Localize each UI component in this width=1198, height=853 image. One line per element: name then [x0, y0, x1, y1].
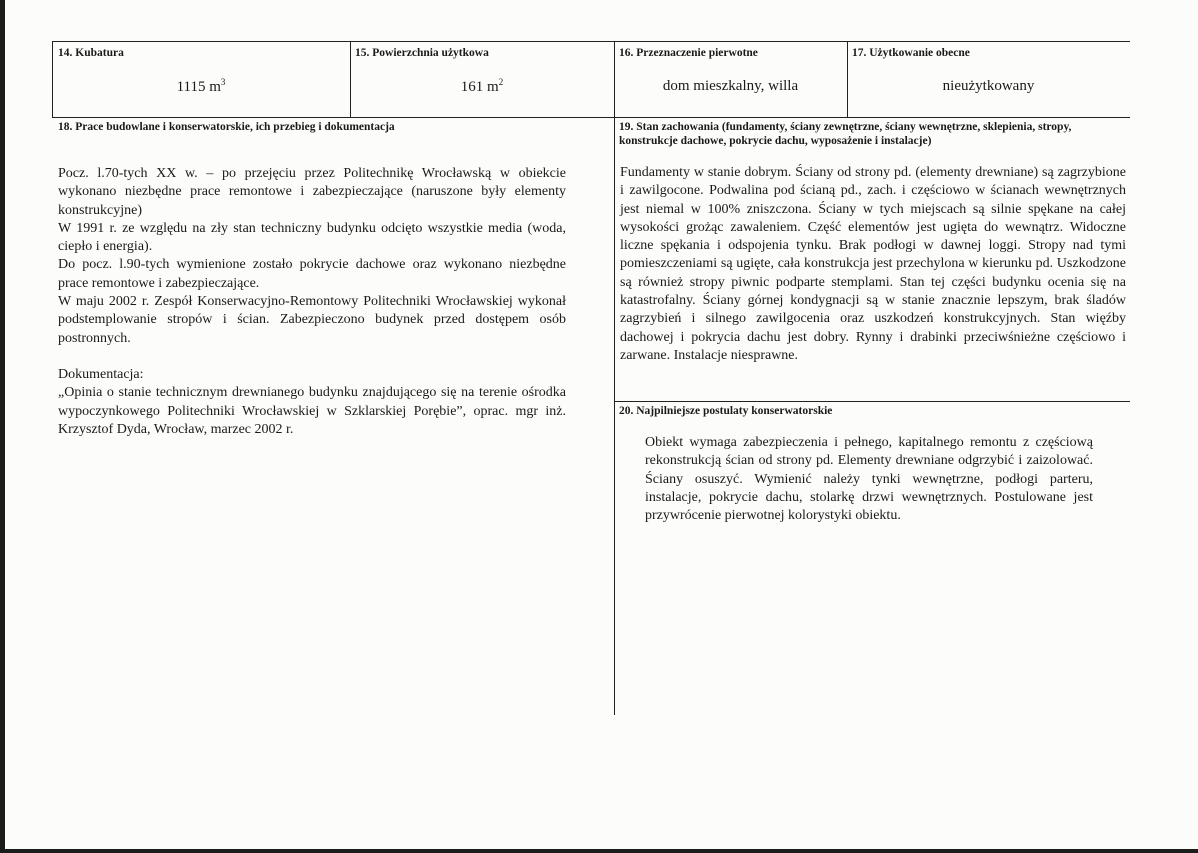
stan-label: 19. Stan zachowania (fundamenty, ściany zewnętrzne, ściany wewnętrzne, sklepienia, stropy, konstrukcje dachowe, pokrycie dachu, wyposażenie i instalacje) — [619, 121, 1072, 147]
scan-edge-bottom — [0, 849, 1198, 853]
prace-paragraph: Do pocz. l.90-tych wymienione zostało pokrycie dachowe oraz wykonano niezbędne prace remontowe i zabezpieczające. — [58, 257, 566, 291]
przeznaczenie-label: 16. Przeznaczenie pierwotne — [619, 47, 758, 59]
grid-line-top — [52, 41, 1130, 42]
prace-paragraph: Pocz. l.70-tych XX w. – po przejęciu przez Politechnikę Wrocławską w obiekcie wykonano niezbędne prace remontowe i zabezpieczające (naruszone były elementy konstrukcyjne) — [58, 166, 566, 218]
dokumentacja-text: „Opinia o stanie technicznym drewnianego budynku znajdującego się na terenie ośrodka wypoczynkowego Politechniki Wrocławskiej w Szklarskiej Porębie”, oprac. mgr inż. Krzysztof Dyda, Wrocław, marzec 2002 r. — [58, 385, 566, 437]
postulaty-label: 20. Najpilniejsze postulaty konserwatorskie — [619, 405, 833, 417]
grid-line-center — [614, 41, 615, 715]
przeznaczenie-value: dom mieszkalny, willa — [662, 78, 799, 94]
grid-line-row2-right — [614, 401, 1130, 402]
prace-body — [58, 165, 566, 439]
uzytkowanie-value: nieużytkowany — [942, 78, 1035, 94]
scan-edge-left — [0, 0, 5, 853]
prace-paragraph: W 1991 r. ze względu na zły stan techniczny budynku odcięto wszystkie media (woda, ciepło i energia). — [58, 220, 566, 255]
grid-line-row1 — [52, 117, 1130, 118]
powierzchnia-label: 15. Powierzchnia użytkowa — [355, 47, 489, 59]
powierzchnia-value: 161 $m^2$ — [460, 77, 504, 95]
kubatura-label: 14. Kubatura — [58, 47, 124, 59]
prace-paragraph: W maju 2002 r. Zespół Konserwacyjno-Remontowy Politechniki Wrocławskiej wykonał podstemplowanie stropów i ścian. Zabezpieczono budynek przed dostępem osób postronnych. — [58, 294, 566, 346]
kubatura-value: 1115 $m^3$ — [176, 77, 226, 95]
postulaty-body: Obiekt wymaga zabezpieczenia i pełnego, kapitalnego remontu z częściową rekonstrukcją ścian od strony pd. Elementy drewniane odgrzybić i zaizolować. Ściany osuszyć. Wymienić należy tynki wewnętrzne, podłogi parteru, instalacje, pokrycie dachu, stolarkę drzwi wewnętrznych. Postulowane jest przywrócenie pierwotnej kolorystyki obiektu. — [645, 435, 1093, 524]
dokumentacja-title: Dokumentacja: — [58, 366, 144, 382]
prace-label: 18. Prace budowlane i konserwatorskie, ich przebieg i dokumentacja — [58, 121, 395, 133]
stan-body: Fundamenty w stanie dobrym. Ściany od strony pd. (elementy drewniane) są zagrzybione i zawilgocone. Podwalina pod ścianą pd., zach. i częściowo w ścianach wewnętrznych jest niemal w 100% zniszczona. Ściany w tych miejscach są silnie spękane na całej wysokości grożąc zawaleniem. Część elementów jest ugięta do wewnątrz. Widoczne liczne spękania i odspojenia tynku. Brak podłogi w dawnej loggi. Stropy nad tymi pomieszczeniami są ugięte, cała konstrukcja jest przechylona w kierunku pd. Uszkodzone są również stropy piwnic podparte stemplami. Stan tej części budynku ocenia się na katastrofalny. Ściany górnej kondygnacji są w stanie znacznie lepszym, brak śladów zagrzybień i silnego zawilgocenia oraz uszkodzeń konstrukcyjnych. Stan więźby dachowej i pokrycia dachu jest dobry. Rynny i drabinki przeciwśnieżne częściowo i zarwane. Instalacje niesprawne. — [620, 165, 1126, 363]
uzytkowanie-label: 17. Użytkowanie obecne — [852, 47, 970, 59]
